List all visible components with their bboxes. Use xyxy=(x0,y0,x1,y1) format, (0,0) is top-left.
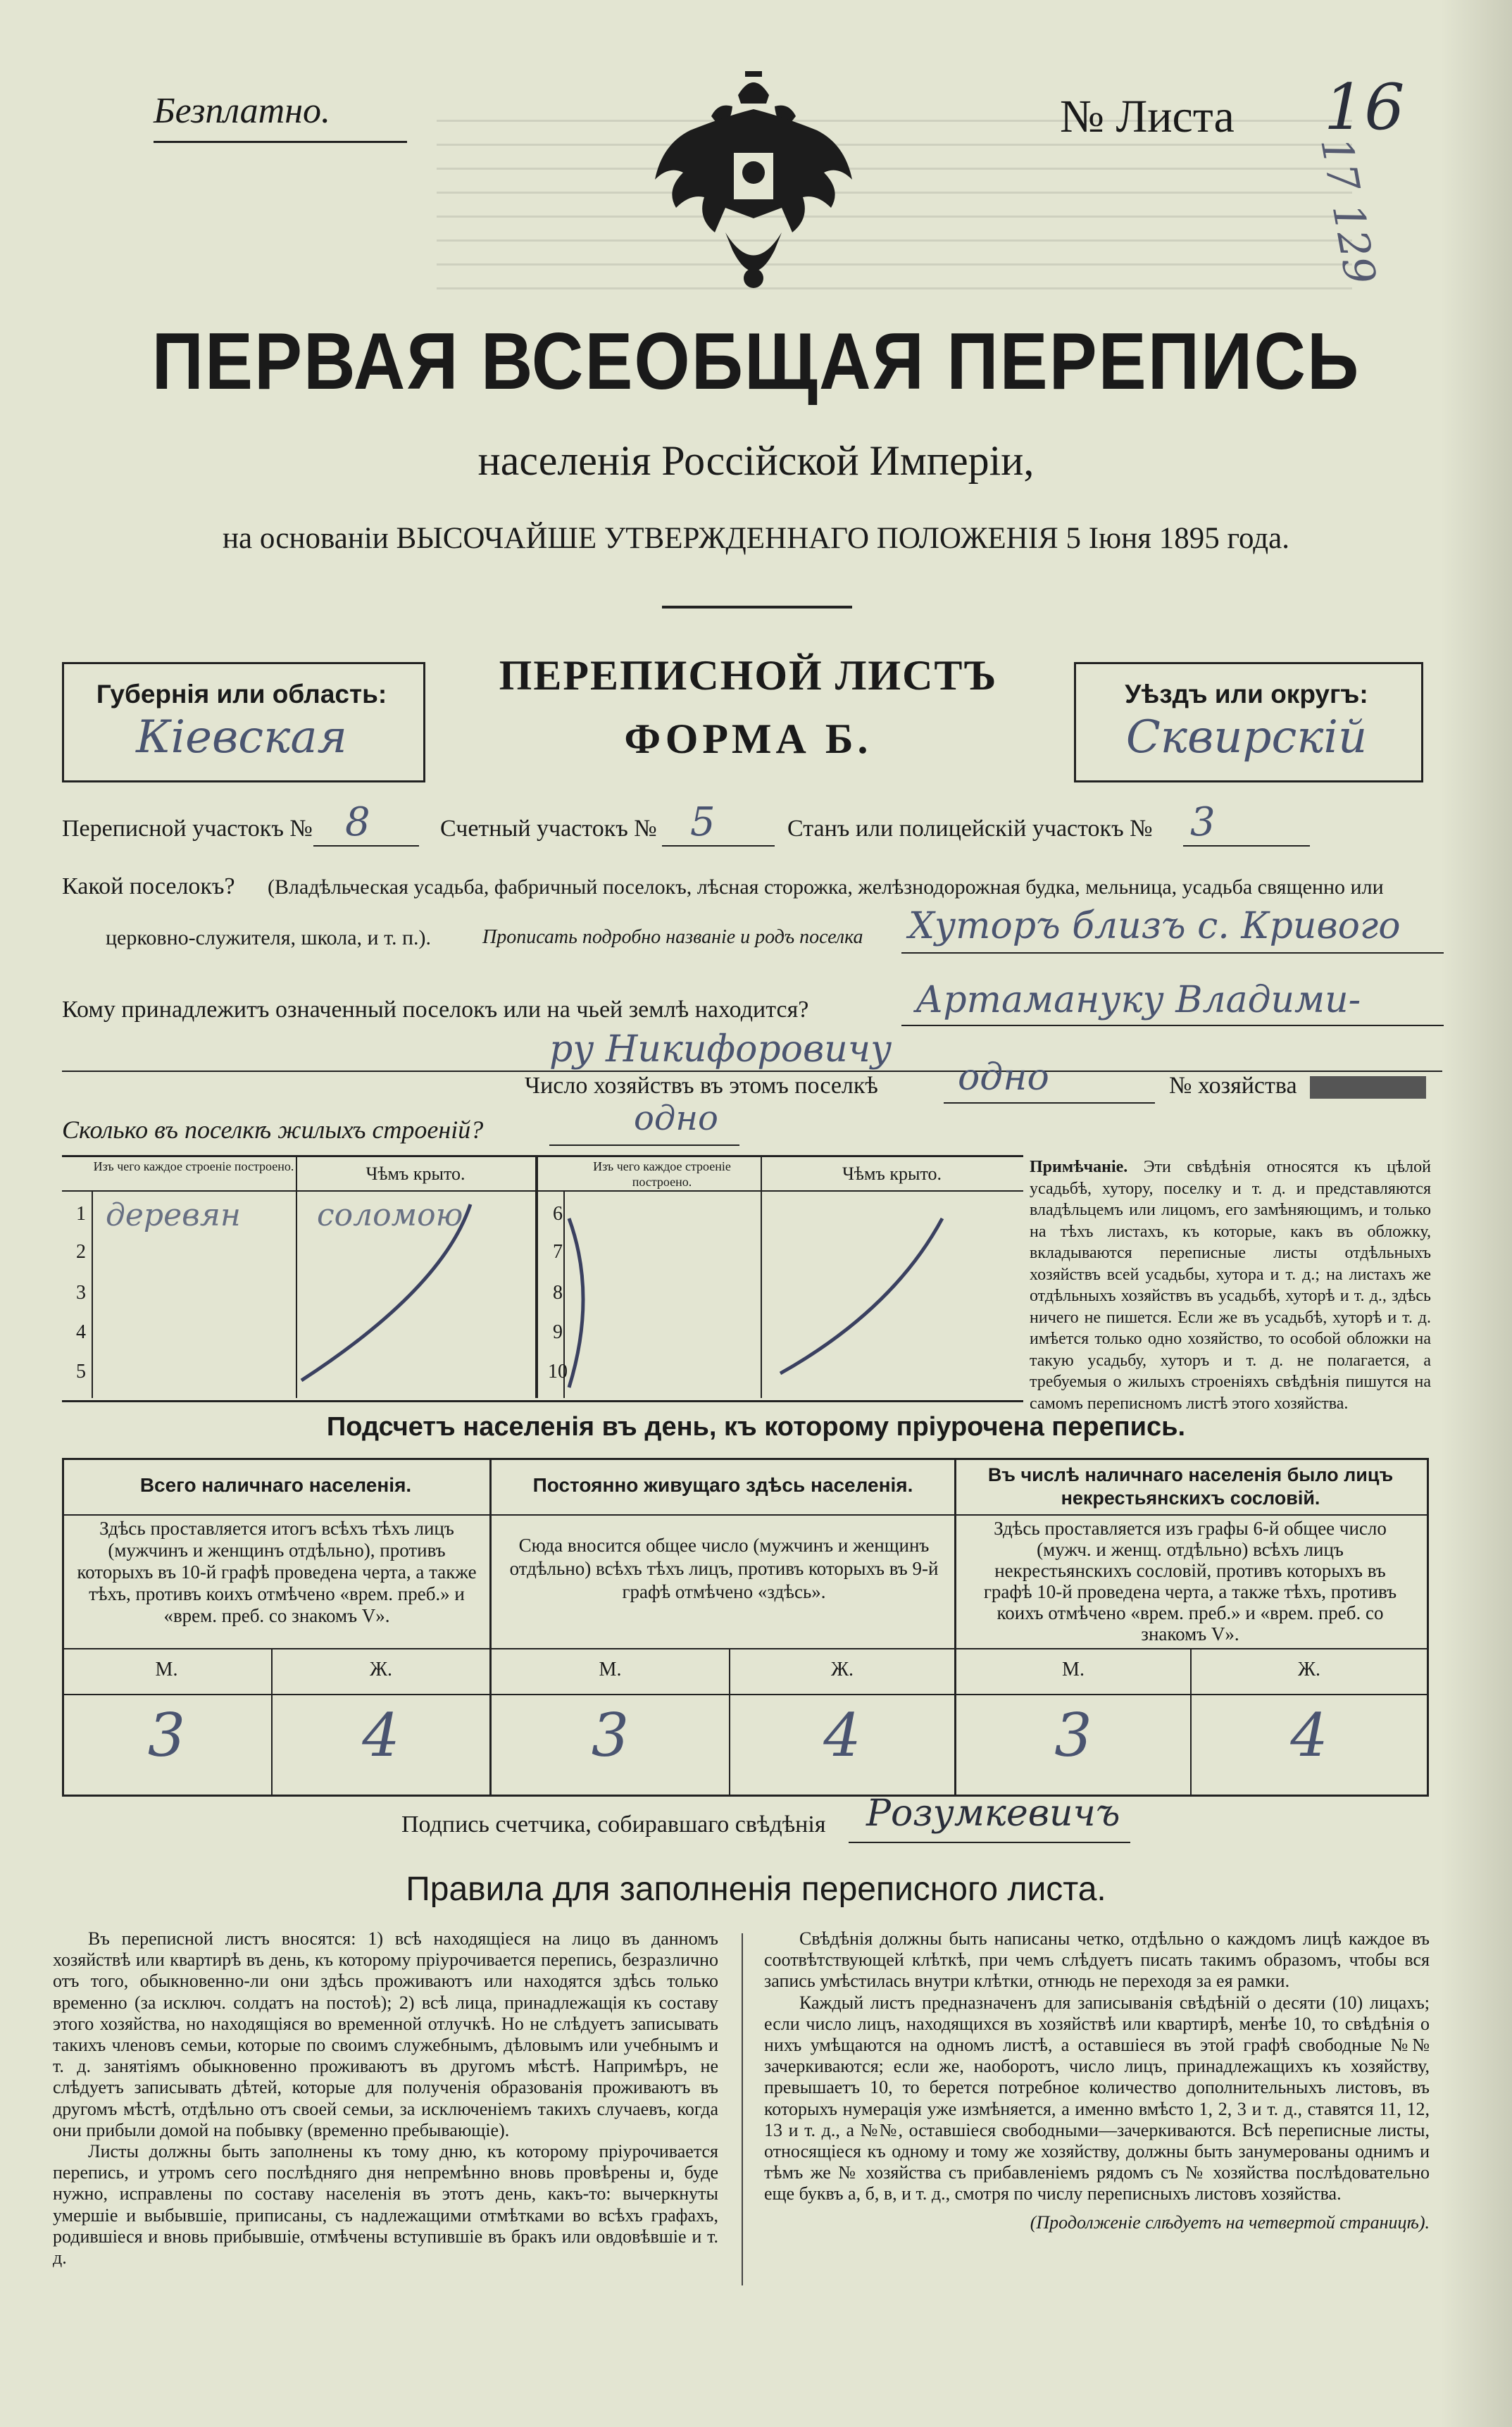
rules-continued: (Продолженіе слѣдуетъ на четвертой страницѣ). xyxy=(1030,2211,1430,2233)
signature-line xyxy=(849,1842,1130,1843)
p-uch-label: Переписной участокъ № xyxy=(62,816,313,842)
free-label: Безплатно. xyxy=(154,91,331,131)
bt-row-3: 3 xyxy=(76,1282,86,1304)
ct-h3 xyxy=(62,1694,1427,1695)
rules-right-p2: Каждый листъ предназначенъ для записыванія свѣдѣній о десяти (10) лицахъ; если число лицъ, находящихся въ хозяйствѣ или квартирѣ, менѣе 10, то свѣдѣнія о нихъ умѣщаются на одномъ листѣ, а оставшіеся въ этой графѣ свободные №№ зачеркиваются; если же, наоборотъ, число лицъ, принадлежащихъ къ хозяйству, превышаетъ 10, то берется потребное количество дополнительныхъ листовъ, въ которыхъ нумерація уже измѣняется, а именно вмѣсто 1, 2, 3 и т. д., ставятся 11, 12, 13 и т. д., а №№, оставшіеся свободными—зачеркиваются. Всѣ переписные листы, относящіеся къ одному и тому же хозяйству, должны быть занумерованы однимъ и тѣмъ же № хозяйства съ прибавленіемъ рядомъ съ № хозяйства послѣдовательно еще буквъ а, б, в, и т. д., смотря по числу переписныхъ листовъ хозяйства. xyxy=(764,1992,1430,2204)
settle-hint2: церковно-служителя, школа, и т. п.). xyxy=(106,926,431,949)
ct-col1-text: Здѣсь проставляется итогъ всѣхъ тѣхъ лицъ (мужчинъ и женщинъ отдѣльно), противъ которыхъ въ 10-й графѣ проведена черта, а также тѣхъ, противъ коихъ отмѣчено «врем. преб.» и «врем. преб. со знакомъ V». xyxy=(77,1518,477,1626)
ct-val-6: 4 xyxy=(1290,1701,1328,1770)
rules-divider xyxy=(742,1933,743,2285)
bt-row-7: 7 xyxy=(553,1241,563,1263)
settle-hint3: Прописать подробно названіе и родъ поселка xyxy=(482,926,863,948)
bt-col-built-right: Изъ чего каждое строеніе построено. xyxy=(593,1159,731,1189)
built-1-value: деревян xyxy=(106,1197,241,1233)
stan-label: Станъ или полицейскій участокъ № xyxy=(787,816,1153,842)
free-underline xyxy=(154,141,407,143)
stan-line xyxy=(1183,845,1310,847)
bld-value: одно xyxy=(634,1099,718,1138)
ct-val-5: 3 xyxy=(1054,1701,1092,1770)
note-title: Примѣчаніе. xyxy=(1030,1158,1128,1176)
count-title: Подсчетъ населенія въ день, къ которому пріурочена перепись. xyxy=(326,1412,1186,1442)
ct-h2 xyxy=(62,1648,1427,1649)
ct-col2-text: Сюда вносится общее число (мужчинъ и женщинъ отдѣльно) всѣхъ тѣхъ лицъ, противъ которыхъ въ 9-й графѣ отмѣчено «здѣсь». xyxy=(509,1535,939,1602)
bld-line xyxy=(549,1144,739,1146)
roof-1-value: соломою xyxy=(317,1197,463,1233)
form-name: ФОРМА Б. xyxy=(624,716,873,762)
bt-col-roof-right: Чѣмъ крыто. xyxy=(842,1163,942,1184)
bld-label: Сколько въ поселкѣ жилыхъ строеній? xyxy=(62,1116,484,1144)
owner-label: Кому принадлежитъ означенный поселокъ или на чьей землѣ находится? xyxy=(62,997,809,1023)
owner-line-1 xyxy=(901,1025,1444,1026)
settle-value: Хуторъ близъ с. Кривого xyxy=(908,905,1401,947)
rules-right xyxy=(764,1928,1430,2233)
ct-m-3: М. xyxy=(1062,1659,1085,1680)
stan-value: 3 xyxy=(1190,799,1216,845)
settle-label: Какой поселокъ? xyxy=(62,873,235,899)
ct-f-2: Ж. xyxy=(830,1659,854,1680)
bt-row-8: 8 xyxy=(553,1282,563,1304)
gub-value: Кіевская xyxy=(136,711,347,763)
ct-h1 xyxy=(62,1514,1427,1516)
bt-row-1: 1 xyxy=(76,1203,86,1225)
bt-col-built-left: Изъ чего каждое строеніе построено. xyxy=(93,1159,294,1173)
settle-line xyxy=(901,952,1444,954)
owner-line-2 xyxy=(62,1071,1442,1072)
gub-label: Губернія или область: xyxy=(96,680,387,709)
hh-label: Число хозяйствъ въ этомъ поселкѣ xyxy=(525,1073,878,1099)
bt-row-6: 6 xyxy=(553,1203,563,1225)
owner-value-1: Артамануку Владими- xyxy=(916,979,1361,1021)
bt-row-5: 5 xyxy=(76,1361,86,1383)
ct-f-3: Ж. xyxy=(1297,1659,1321,1680)
hh-no-value xyxy=(1310,1076,1426,1099)
ct-m-1: М. xyxy=(155,1659,178,1680)
bt-row-9: 9 xyxy=(553,1321,563,1343)
note-text: Эти свѣдѣнія относятся къ цѣлой усадьбѣ, хутору, поселку и т. д. и представляются владѣльцемъ или лицомъ, его замѣняющимъ, и только на тѣхъ листахъ, къ которые, какъ въ обложку, вкладываются переписные листы отдѣльныхъ хозяйствъ всей усадьбы, хутора и т. д.; на листахъ же отдѣльныхъ хозяйствъ въ усадьбѣ, хуторѣ и т. д., здѣсь ничего не пишется. Если же въ усадьбѣ, хуторѣ и т. д. имѣется только одно хозяйство, то особой обложки на такую усадьбу, хуторъ и т. д. не полагается, а требуемыя о жилыхъ строеніяхъ свѣдѣнія пишутся на самомъ переписномъ листѣ этого хозяйства. xyxy=(1030,1158,1431,1413)
edge-shadow xyxy=(1440,0,1512,2427)
ct-col3-head: Въ числѣ наличнаго населенія было лицъ некрестьянскихъ сословій. xyxy=(987,1464,1394,1509)
bt-row-10: 10 xyxy=(548,1361,568,1383)
hh-line xyxy=(944,1102,1155,1104)
ct-val-1: 3 xyxy=(147,1701,186,1770)
sheet-number-label: № Листа xyxy=(1060,91,1235,142)
ct-val-2: 4 xyxy=(362,1701,400,1770)
ct-val-3: 3 xyxy=(591,1701,630,1770)
s-uch-label: Счетный участокъ № xyxy=(440,816,657,842)
ct-col3-text: Здѣсь проставляется изъ графы 6-й общее число (мужч. и женщ. отдѣльно) всѣхъ лицъ некрестьянскихъ сословій, противъ которыхъ въ графѣ 10-й проведена черта, а также тѣхъ, противъ коихъ отмѣчено «врем. преб.» и «врем. преб. со знакомъ V». xyxy=(983,1518,1397,1645)
signature-value: Розумкевичъ xyxy=(866,1792,1120,1835)
bt-row-4: 4 xyxy=(76,1321,86,1343)
p-uch-line xyxy=(313,845,419,847)
s-uch-value: 5 xyxy=(690,799,716,845)
bleed-through-text xyxy=(437,120,1352,303)
signature-label: Подпись счетчика, собиравшаго свѣдѣнія xyxy=(401,1811,826,1838)
rules-left xyxy=(53,1928,718,2269)
rules-title: Правила для заполненія переписного листа. xyxy=(406,1871,1106,1908)
hh-no-label: № хозяйства xyxy=(1169,1073,1297,1099)
sheet-title: ПЕРЕПИСНОЙ ЛИСТЪ xyxy=(499,652,998,699)
sheet-number-value: 16 xyxy=(1324,70,1405,144)
p-uch-value: 8 xyxy=(345,799,370,845)
page-basis: на основаніи ВЫСОЧАЙШЕ УТВЕРЖДЕННАГО ПОЛОЖЕНІЯ 5 Іюня 1895 года. xyxy=(222,522,1289,555)
rules-left-p1: Въ переписной листъ вносятся: 1) всѣ находящіеся на лицо въ данномъ хозяйствѣ или квартирѣ въ день, къ которому пріурочивается перепись, безразлично отъ того, обыкновенно-ли они здѣсь проживаютъ или находятся здѣсь только временно (за исключ. солдатъ на постоѣ); 2) всѣ лица, принадлежащія къ составу этого хозяйства, но находящіяся во временной отлучкѣ. Но не слѣдуетъ записывать такихъ членовъ семьи, которые по своимъ служебнымъ, дѣловымъ или учебнымъ и т. д. занятіямъ обыкновенно проживаютъ въ другомъ мѣстѣ. Напримѣръ, не слѣдуетъ записывать дѣтей, которые для полученія образованія проживаютъ въ другомъ мѣстѣ, отдѣльно отъ своей семьи, за исключеніемъ такихъ случаевъ, когда они прибыли домой на побывку (временно пребывающіе). xyxy=(53,1928,718,2140)
uezd-label: Уѣздъ или округъ: xyxy=(1125,680,1368,709)
bt-row-2: 2 xyxy=(76,1241,86,1263)
strike-marks xyxy=(62,1190,1023,1398)
page-title: ПЕРВАЯ ВСЕОБЩАЯ ПЕРЕПИСЬ xyxy=(151,316,1361,406)
ct-val-4: 4 xyxy=(823,1701,861,1770)
rules-right-p1: Свѣдѣнія должны быть написаны четко, отдѣльно о каждомъ лицѣ каждое въ соотвѣтствующей клѣткѣ, при чемъ слѣдуетъ писать такимъ образомъ, чтобы вся запись умѣстилась внутри клѣтки, отнюдь не переходя за ея рамки. xyxy=(764,1928,1430,1992)
uezd-value: Сквирскій xyxy=(1125,711,1368,763)
ct-f-1: Ж. xyxy=(369,1659,393,1680)
title-rule xyxy=(662,606,852,609)
note xyxy=(1030,1156,1431,1414)
page-subtitle: населенія Россійской Имперіи, xyxy=(477,437,1035,484)
settle-hint1: (Владѣльческая усадьба, фабричный поселокъ, лѣсная сторожка, желѣзнодорожная будка, мельница, усадьба священно или xyxy=(268,875,1384,899)
s-uch-line xyxy=(662,845,775,847)
margin-number: 17 129 xyxy=(1311,134,1385,288)
bt-col-roof-left: Чѣмъ крыто. xyxy=(365,1163,466,1184)
rules-left-p2: Листы должны быть заполнены къ тому дню, къ которому пріурочивается перепись, и утромъ сего послѣдняго дня непремѣнно вновь провѣрены и, буде нужно, исправлены по составу населенія въ этотъ день, какъ-то: вычеркнуты умершіе и выбывшіе, приписаны, съ надлежащими отмѣтками во всѣхъ графахъ, родившіеся и вновь прибывшіе, отмѣчены вступившіе въ бракъ или овдовѣвшіе и т. д. xyxy=(53,2141,718,2269)
hh-value: одно xyxy=(958,1056,1049,1099)
ct-col1-head: Всего наличнаго населенія. xyxy=(139,1474,412,1496)
coat-of-arms xyxy=(648,67,859,299)
ct-m-2: М. xyxy=(599,1659,622,1680)
owner-value-2: ру Никифоровичу xyxy=(549,1028,892,1071)
ct-col2-head: Постоянно живущаго здѣсь населенія. xyxy=(532,1474,913,1496)
